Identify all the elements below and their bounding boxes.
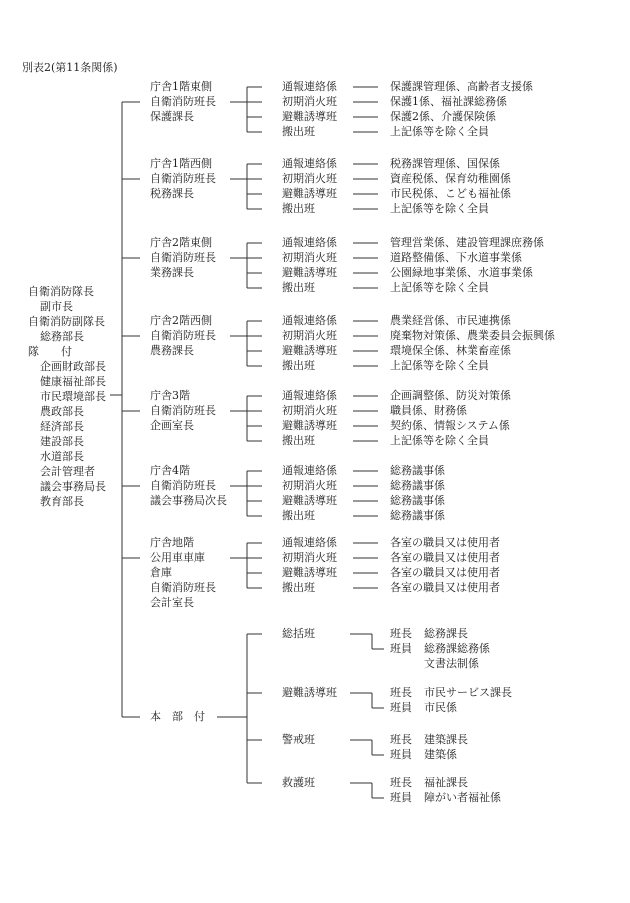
unit-6-members-3: 各室の職員又は使用者 xyxy=(390,581,500,594)
hq-group-3-role-0: 班長 xyxy=(390,776,412,789)
unit-6-head-1: 公用車車庫 xyxy=(150,551,205,564)
unit-1-members-2: 市民税係、こども福祉係 xyxy=(390,187,511,200)
unit-2-members-1: 道路整備係、下水道事業係 xyxy=(390,251,522,264)
unit-1-members-0: 税務課管理係、国保係 xyxy=(390,157,500,170)
unit-5-members-2: 総務議事係 xyxy=(390,494,445,507)
unit-5-members-1: 総務議事係 xyxy=(390,479,445,492)
unit-3-members-3: 上記係等を除く全員 xyxy=(390,359,489,372)
unit-5-members-3: 総務議事係 xyxy=(390,509,445,522)
unit-6-head-3: 自衛消防班長 xyxy=(150,581,216,594)
hq-group-2-member-1: 建築係 xyxy=(424,748,457,761)
unit-0-members-2: 保護2係、介護保険係 xyxy=(390,110,496,123)
left-role-3: 総務部長 xyxy=(40,330,84,343)
hq-label: 本 部 付 xyxy=(150,710,205,723)
hq-group-2-role-1: 班員 xyxy=(390,748,412,761)
unit-0-team-0: 通報連絡係 xyxy=(282,80,337,93)
unit-4-team-2: 避難誘導班 xyxy=(282,419,337,432)
unit-0-head-2: 保護課長 xyxy=(150,110,194,123)
unit-2-team-1: 初期消火班 xyxy=(282,251,337,264)
unit-4-members-0: 企画調整係、防災対策係 xyxy=(390,389,511,402)
unit-6-team-2: 避難誘導班 xyxy=(282,566,337,579)
hq-group-3-member-0: 福祉課長 xyxy=(424,776,468,789)
unit-6-members-1: 各室の職員又は使用者 xyxy=(390,551,500,564)
unit-3-team-2: 避難誘導班 xyxy=(282,344,337,357)
unit-5-head-0: 庁舎4階 xyxy=(150,464,190,477)
hq-group-0-member-1: 総務課総務係 xyxy=(424,642,490,655)
unit-0-members-1: 保護1係、福祉課総務係 xyxy=(390,95,507,108)
unit-1-team-1: 初期消火班 xyxy=(282,172,337,185)
unit-2-head-1: 自衛消防班長 xyxy=(150,251,216,264)
left-role-4: 隊 付 xyxy=(28,345,72,358)
unit-2-members-2: 公園緑地事業係、水道事業係 xyxy=(390,266,533,279)
hq-group-1-role-0: 班長 xyxy=(390,686,412,699)
hq-group-2: 警戒班 xyxy=(282,733,315,746)
unit-1-team-3: 搬出班 xyxy=(282,202,315,215)
unit-4-team-0: 通報連絡係 xyxy=(282,389,337,402)
unit-0-head-1: 自衛消防班長 xyxy=(150,95,216,108)
hq-group-0: 総括班 xyxy=(282,627,315,640)
unit-1-team-0: 通報連絡係 xyxy=(282,157,337,170)
unit-4-head-0: 庁舎3階 xyxy=(150,389,190,402)
unit-4-head-2: 企画室長 xyxy=(150,419,194,432)
unit-4-head-1: 自衛消防班長 xyxy=(150,404,216,417)
hq-group-1: 避難誘導班 xyxy=(282,686,337,699)
unit-1-members-3: 上記係等を除く全員 xyxy=(390,202,489,215)
unit-3-members-1: 廃棄物対策係、農業委員会振興係 xyxy=(390,329,555,342)
left-role-0: 自衛消防隊長 xyxy=(28,285,94,298)
unit-5-team-2: 避難誘導班 xyxy=(282,494,337,507)
hq-group-1-role-1: 班員 xyxy=(390,701,412,714)
left-role-6: 健康福祉部長 xyxy=(40,375,106,388)
unit-0-members-3: 上記係等を除く全員 xyxy=(390,125,489,138)
left-role-14: 教育部長 xyxy=(40,495,84,508)
unit-3-members-0: 農業経営係、市民連携係 xyxy=(390,314,511,327)
unit-3-head-1: 自衛消防班長 xyxy=(150,329,216,342)
unit-3-members-2: 環境保全係、林業畜産係 xyxy=(390,344,511,357)
unit-3-head-2: 農務課長 xyxy=(150,344,194,357)
unit-5-team-3: 搬出班 xyxy=(282,509,315,522)
left-role-2: 自衛消防副隊長 xyxy=(28,315,105,328)
hq-group-2-member-0: 建築課長 xyxy=(424,733,468,746)
unit-4-members-2: 契約係、情報システム係 xyxy=(390,419,510,432)
unit-2-members-0: 管理営業係、建設管理課庶務係 xyxy=(390,236,544,249)
unit-6-head-4: 会計室長 xyxy=(150,596,194,609)
unit-3-head-0: 庁舎2階西側 xyxy=(150,314,212,327)
left-role-12: 会計管理者 xyxy=(40,465,95,478)
hq-group-0-role-0: 班長 xyxy=(390,627,412,640)
unit-4-team-1: 初期消火班 xyxy=(282,404,337,417)
unit-6-members-0: 各室の職員又は使用者 xyxy=(390,536,500,549)
unit-5-head-1: 自衛消防班長 xyxy=(150,479,216,492)
unit-6-team-0: 通報連絡係 xyxy=(282,536,337,549)
unit-4-members-3: 上記係等を除く全員 xyxy=(390,434,489,447)
unit-1-head-0: 庁舎1階西側 xyxy=(150,157,212,170)
unit-0-team-1: 初期消火班 xyxy=(282,95,337,108)
unit-2-team-2: 避難誘導班 xyxy=(282,266,337,279)
left-role-9: 経済部長 xyxy=(40,420,84,433)
unit-1-head-2: 税務課長 xyxy=(150,187,194,200)
left-role-1: 副市長 xyxy=(40,300,73,313)
hq-group-0-member-0: 総務課長 xyxy=(424,627,468,640)
unit-2-head-2: 業務課長 xyxy=(150,266,194,279)
unit-6-team-3: 搬出班 xyxy=(282,581,315,594)
unit-2-team-0: 通報連絡係 xyxy=(282,236,337,249)
unit-0-team-2: 避難誘導班 xyxy=(282,110,337,123)
unit-5-team-0: 通報連絡係 xyxy=(282,464,337,477)
unit-4-members-1: 職員係、財務係 xyxy=(390,404,467,417)
unit-4-team-3: 搬出班 xyxy=(282,434,315,447)
left-role-10: 建設部長 xyxy=(40,435,84,448)
unit-6-head-2: 倉庫 xyxy=(150,566,172,579)
unit-2-team-3: 搬出班 xyxy=(282,281,315,294)
unit-6-team-1: 初期消火班 xyxy=(282,551,337,564)
left-role-7: 市民環境部長 xyxy=(40,390,106,403)
hq-group-1-member-1: 市民係 xyxy=(424,701,457,714)
unit-1-team-2: 避難誘導班 xyxy=(282,187,337,200)
unit-0-head-0: 庁舎1階東側 xyxy=(150,80,212,93)
hq-group-0-role-1: 班員 xyxy=(390,642,412,655)
unit-2-members-3: 上記係等を除く全員 xyxy=(390,281,489,294)
unit-6-members-2: 各室の職員又は使用者 xyxy=(390,566,500,579)
unit-1-head-1: 自衛消防班長 xyxy=(150,172,216,185)
unit-5-members-0: 総務議事係 xyxy=(390,464,445,477)
doc-title: 別表2(第11条関係) xyxy=(22,61,118,74)
hq-group-0-member-2: 文書法制係 xyxy=(424,657,479,670)
hq-group-3-member-1: 障がい者福祉係 xyxy=(424,791,501,804)
hq-group-3: 救護班 xyxy=(282,776,315,789)
unit-0-members-0: 保護課管理係、高齢者支援係 xyxy=(390,80,533,93)
unit-3-team-0: 通報連絡係 xyxy=(282,314,337,327)
left-role-5: 企画財政部長 xyxy=(40,360,106,373)
left-role-13: 議会事務局長 xyxy=(40,480,106,493)
unit-5-head-2: 議会事務局次長 xyxy=(150,494,227,507)
unit-1-members-1: 資産税係、保育幼稚園係 xyxy=(390,172,511,185)
left-role-8: 農政部長 xyxy=(40,405,84,418)
left-role-11: 水道部長 xyxy=(40,450,84,463)
hq-group-3-role-1: 班員 xyxy=(390,791,412,804)
unit-5-team-1: 初期消火班 xyxy=(282,479,337,492)
hq-group-2-role-0: 班長 xyxy=(390,733,412,746)
unit-0-team-3: 搬出班 xyxy=(282,125,315,138)
unit-6-head-0: 庁舎地階 xyxy=(150,536,194,549)
unit-3-team-1: 初期消火班 xyxy=(282,329,337,342)
unit-3-team-3: 搬出班 xyxy=(282,359,315,372)
unit-2-head-0: 庁舎2階東側 xyxy=(150,236,212,249)
hq-group-1-member-0: 市民サービス課長 xyxy=(424,686,512,699)
